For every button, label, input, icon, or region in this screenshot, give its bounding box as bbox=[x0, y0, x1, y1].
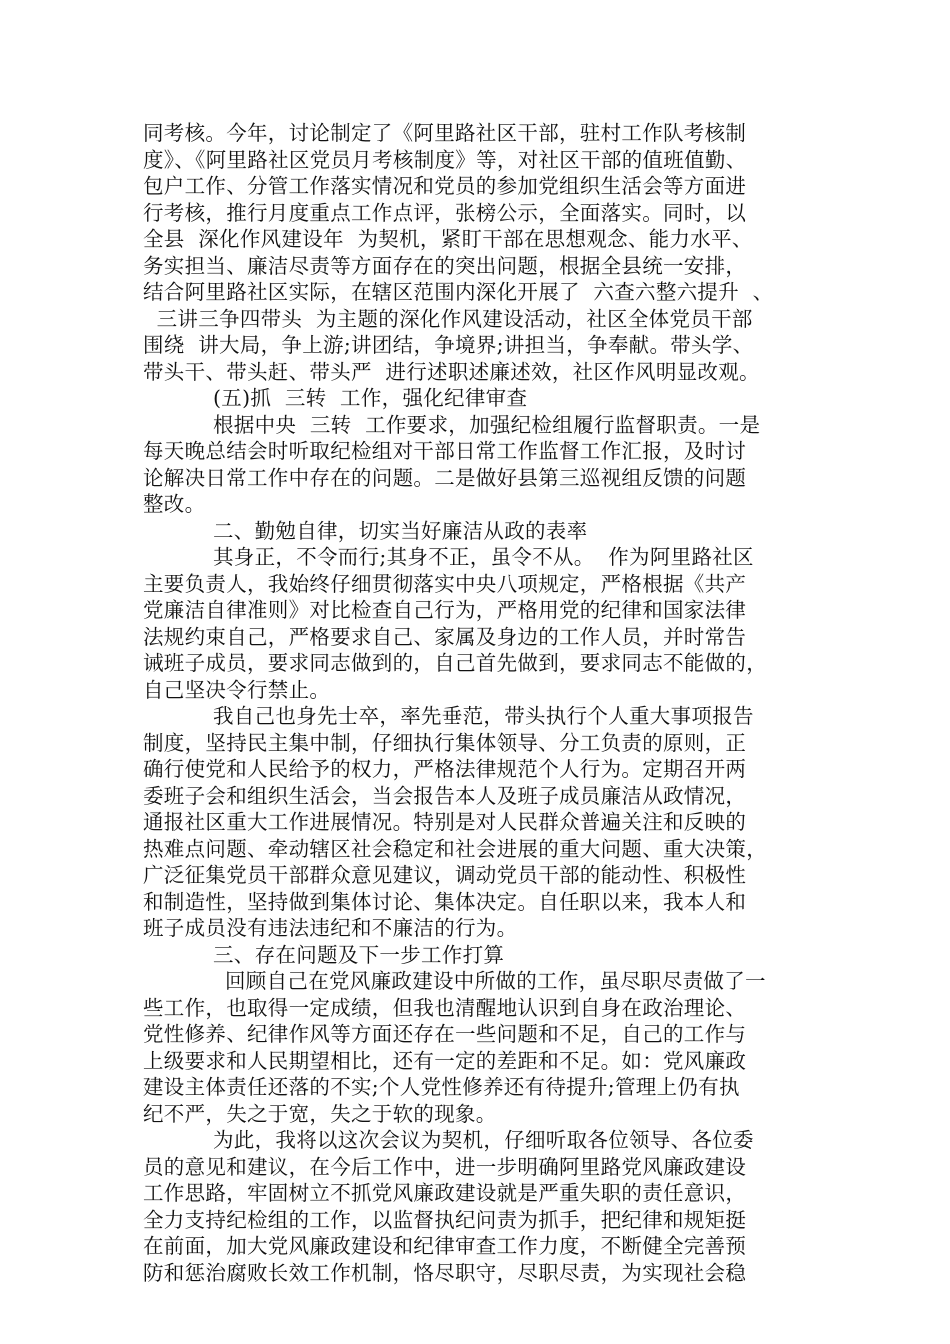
text-line: 上级要求和人民期望相比，还有一定的差距和不足。如：党风廉政 bbox=[143, 1048, 747, 1073]
text-line: 防和惩治腐败长效工作机制，恪尽职守，尽职尽责，为实现社会稳 bbox=[143, 1260, 747, 1285]
text-line: 整改。 bbox=[143, 492, 206, 516]
text-line: 广泛征集党员干部群众意见建议，调动党员干部的能动性、积极性 bbox=[143, 863, 747, 887]
text-line: 些工作，也取得一定成绩，但我也清醒地认识到自身在政治理论、 bbox=[143, 995, 747, 1020]
text-line: 制度，坚持民主集中制，仔细执行集体领导、分工负责的原则，正 bbox=[143, 730, 747, 755]
text-line: 行考核，推行月度重点工作点评，张榜公示，全面落实。同时，以 bbox=[143, 200, 747, 225]
text-line: 包户工作、分管工作落实情况和党员的参加党组织生活会等方面进 bbox=[143, 174, 747, 198]
text-line: 党性修养、纪律作风等方面还存在一些问题和不足，自己的工作与 bbox=[143, 1022, 747, 1046]
text-line: 纪不严，失之于宽，失之于软的现象。 bbox=[143, 1101, 497, 1126]
text-line: 和制造性，坚持做到集体讨论、集体决定。自任职以来，我本人和 bbox=[143, 889, 747, 914]
text-line: 围绕 讲大局，争上游;讲团结，争境界;讲担当，争奉献。带头学、 bbox=[143, 333, 754, 357]
text-line: 热难点问题、牵动辖区社会稳定和社会进展的重大问题、重大决策， bbox=[143, 836, 767, 861]
text-line: 党廉洁自律准则》对比检查自己行为，严格用党的纪律和国家法律 bbox=[143, 598, 747, 622]
text-line: 班子成员没有违法违纪和不廉洁的行为。 bbox=[143, 916, 518, 940]
text-line: 同考核。今年，讨论制定了《阿里路社区干部，驻村工作队考核制 bbox=[143, 121, 747, 145]
text-line: 为此，我将以这次会议为契机，仔细听取各位领导、各位委 bbox=[213, 1128, 754, 1152]
text-line: 法规约束自己，严格要求自己、家属及身边的工作人员，并时常告 bbox=[143, 624, 747, 649]
text-line: 其身正，不令而行;其身不正，虽令不从。 作为阿里路社区 bbox=[213, 545, 754, 569]
text-line: 度》、《阿里路社区党员月考核制度》等，对社区干部的值班值勤、 bbox=[143, 147, 747, 172]
text-line: 回顾自己在党风廉政建设中所做的工作，虽尽职尽责做了一 bbox=[225, 969, 766, 993]
text-line: 我自己也身先士卒，率先垂范，带头执行个人重大事项报告 bbox=[213, 704, 754, 728]
text-line: 员的意见和建议，在今后工作中，进一步明确阿里路党风廉政建设 bbox=[143, 1154, 747, 1179]
text-line: (五)抓 三转 工作，强化纪律审查 bbox=[213, 386, 528, 410]
document-body bbox=[143, 120, 823, 1286]
text-line: 在前面，加大党风廉政建设和纪律审查工作力度，不断健全完善预 bbox=[143, 1234, 747, 1258]
text-line: 务实担当、廉洁尽责等方面存在的突出问题，根据全县统一安排， bbox=[143, 253, 747, 278]
text-line: 通报社区重大工作进展情况。特别是对人民群众普遍关注和反映的 bbox=[143, 810, 747, 834]
text-line: 全县 深化作风建设年 为契机，紧盯干部在思想观念、能力水平、 bbox=[143, 227, 753, 251]
text-line: 自己坚决令行禁止。 bbox=[143, 677, 331, 702]
text-line: 主要负责人，我始终仔细贯彻落实中央八项规定，严格根据《共产 bbox=[143, 571, 747, 596]
text-line: 工作思路，牢固树立不抓党风廉政建设就是严重失职的责任意识， bbox=[143, 1181, 747, 1205]
text-line: 委班子会和组织生活会，当会报告本人及班子成员廉洁从政情况， bbox=[143, 783, 747, 808]
text-line: 诫班子成员，要求同志做到的，自己首先做到，要求同志不能做的， bbox=[143, 651, 767, 675]
text-line: 带头干、带头赶、带头严 进行述职述廉述效，社区作风明显改观。 bbox=[143, 359, 760, 384]
text-line: 二、勤勉自律，切实当好廉洁从政的表率 bbox=[213, 518, 588, 543]
text-line: 结合阿里路社区实际，在辖区范围内深化开展了 六查六整六提升 、 bbox=[143, 280, 774, 304]
text-line: 论解决日常工作中存在的问题。二是做好县第三巡视组反馈的问题 bbox=[143, 465, 747, 490]
text-line: 确行使党和人民给予的权力，严格法律规范个人行为。定期召开两 bbox=[143, 757, 747, 781]
text-line: 根据中央 三转 工作要求，加强纪检组履行监督职责。一是 bbox=[213, 412, 761, 437]
text-line: 三讲三争四带头 为主题的深化作风建设活动，社区全体党员干部 bbox=[143, 306, 753, 331]
text-line: 全力支持纪检组的工作，以监督执纪问责为抓手，把纪律和规矩挺 bbox=[143, 1207, 747, 1232]
text-line: 三、存在问题及下一步工作打算 bbox=[213, 942, 505, 967]
text-line: 建设主体责任还落的不实;个人党性修养还有待提升;管理上仍有执 bbox=[143, 1075, 740, 1099]
text-line: 每天晚总结会时听取纪检组对干部日常工作监督工作汇报，及时讨 bbox=[143, 439, 747, 463]
